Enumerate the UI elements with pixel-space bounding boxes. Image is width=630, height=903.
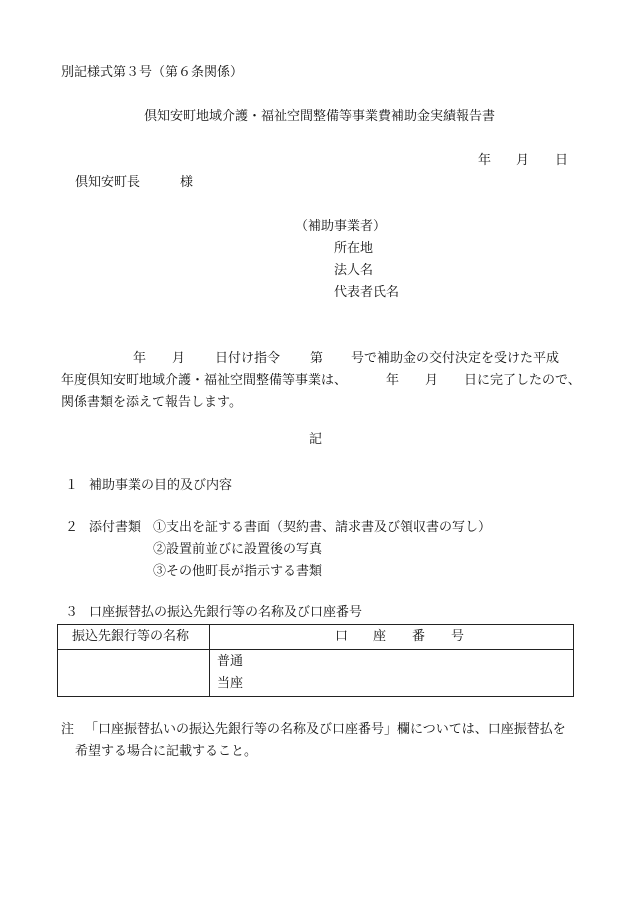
ki-heading: 記 bbox=[309, 432, 323, 447]
table-row-divider bbox=[58, 649, 573, 650]
attachment-3: ③その他町長が指示する書類 bbox=[153, 564, 323, 579]
body-l1-month: 月 bbox=[172, 351, 186, 366]
header-account-char-4: 号 bbox=[451, 629, 465, 644]
body-l1-rest: 号で補助金の交付決定を受けた平成 bbox=[351, 351, 560, 366]
applicant-heading: （補助事業者） bbox=[295, 219, 387, 234]
header-account-char-3: 番 bbox=[412, 629, 426, 644]
body-l3: 関係書類を添えて報告します。 bbox=[61, 395, 242, 410]
item-3-number: ３ bbox=[65, 605, 79, 620]
item-1-label: 補助事業の目的及び内容 bbox=[89, 478, 233, 493]
note-line-2: 希望する場合に記載すること。 bbox=[75, 744, 258, 759]
applicant-corp-label: 法人名 bbox=[334, 263, 374, 278]
body-l2-rest: 日に完了したので、 bbox=[464, 373, 581, 388]
table-column-divider bbox=[209, 625, 210, 696]
item-3-label: 口座振替払の振込先銀行等の名称及び口座番号 bbox=[89, 605, 363, 620]
addressee-honorific: 様 bbox=[180, 175, 194, 190]
note-prefix: 注 bbox=[61, 722, 75, 737]
header-account-char-1: 口 bbox=[335, 629, 349, 644]
bank-account-table bbox=[57, 624, 574, 697]
header-bank-name: 振込先銀行等の名称 bbox=[72, 629, 190, 644]
form-label: 別記様式第３号（第６条関係） bbox=[61, 65, 244, 80]
attachment-2: ②設置前並びに設置後の写真 bbox=[153, 542, 323, 557]
item-1-number: １ bbox=[65, 478, 79, 493]
date-day: 日 bbox=[555, 153, 569, 168]
date-year: 年 bbox=[478, 153, 492, 168]
date-month: 月 bbox=[516, 153, 530, 168]
addressee-name: 倶知安町長 bbox=[75, 175, 141, 190]
body-l1-dated: 日付け指令 bbox=[215, 351, 281, 366]
item-2-number: ２ bbox=[65, 520, 79, 535]
applicant-rep-label: 代表者氏名 bbox=[334, 285, 400, 300]
body-l2-prefix: 年度倶知安町地域介護・福祉空間整備等事業は、 bbox=[61, 373, 348, 388]
body-l2-year: 年 bbox=[386, 373, 400, 388]
account-type-toza: 当座 bbox=[217, 676, 244, 691]
body-l1-dai: 第 bbox=[310, 351, 324, 366]
attachment-1: ①支出を証する書面（契約書、請求書及び領収書の写し） bbox=[153, 520, 492, 535]
account-type-futsu: 普通 bbox=[217, 654, 244, 669]
header-account-char-2: 座 bbox=[373, 629, 387, 644]
body-l2-month: 月 bbox=[425, 373, 439, 388]
applicant-address-label: 所在地 bbox=[334, 241, 374, 256]
bank-name-cell[interactable] bbox=[60, 652, 206, 694]
document-title: 倶知安町地域介護・福祉空間整備等事業費補助金実績報告書 bbox=[144, 109, 496, 124]
body-l1-year: 年 bbox=[133, 351, 147, 366]
item-2-label: 添付書類 bbox=[89, 520, 142, 535]
note-line-1: 「口座振替払いの振込先銀行等の名称及び口座番号」欄については、口座振替払を bbox=[85, 722, 566, 737]
